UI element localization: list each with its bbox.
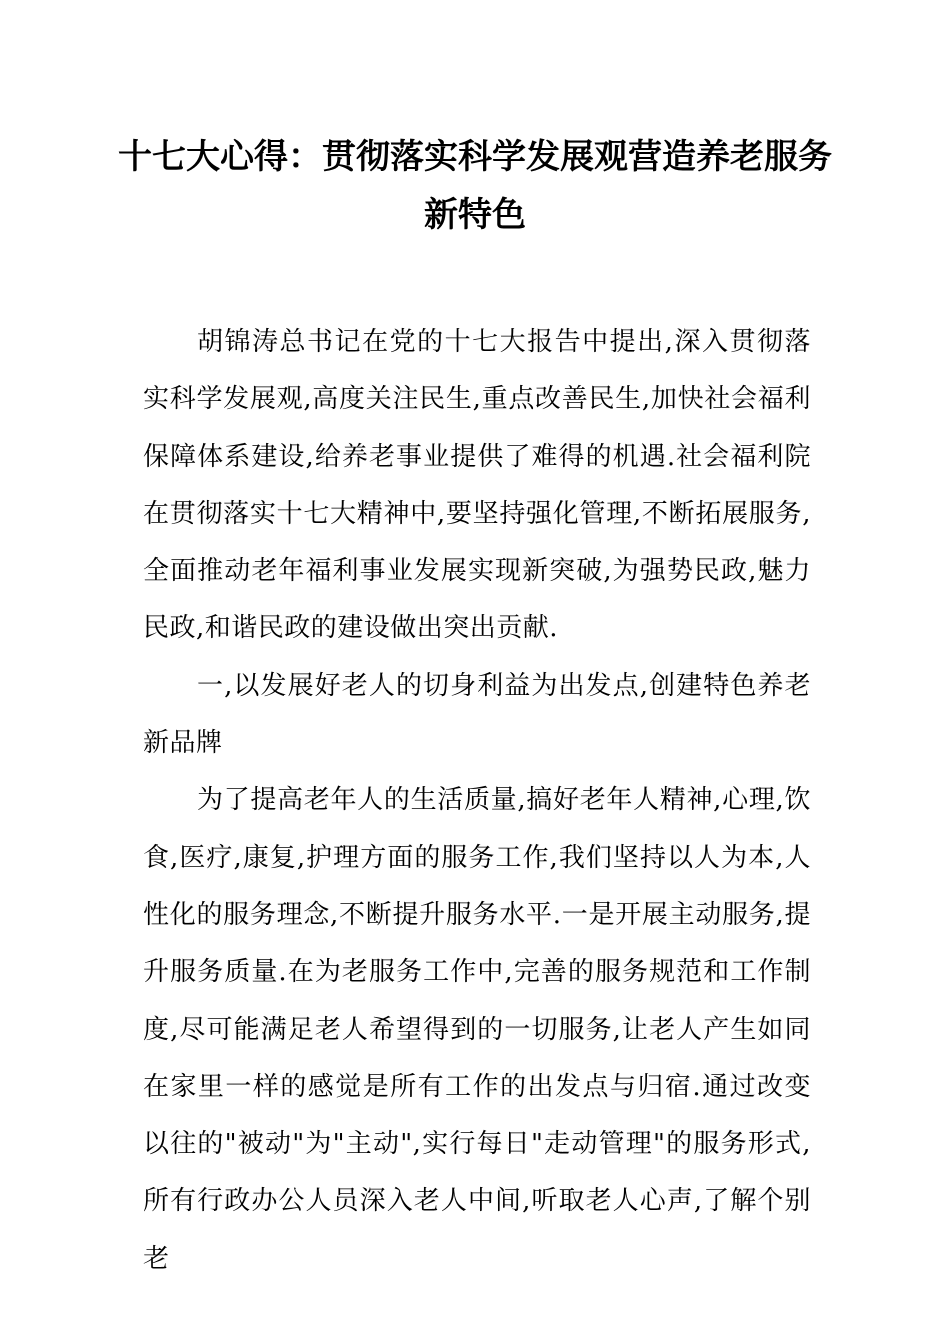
- document-body: [143, 314, 811, 1288]
- paragraph-service: 为了提高老年人的生活质量,搞好老年人精神,心理,饮食,医疗,康复,护理方面的服务工作,我们坚持以人为本,人性化的服务理念,不断提升服务水平.一是开展主动服务,提升服务质量.在为老服务工作中,完善的服务规范和工作制度,尽可能满足老人希望得到的一切服务,让老人产生如同在家里一样的感觉是所有工作的出发点与归宿.通过改变以往的"被动"为"主动",实行每日"走动管理"的服务形式,所有行政办公人员深入老人中间,听取老人心声,了解个别老: [143, 785, 811, 1274]
- section-heading-one: 一,以发展好老人的切身利益为出发点,创建特色养老新品牌: [143, 670, 811, 759]
- paragraph-intro: 胡锦涛总书记在党的十七大报告中提出,深入贯彻落实科学发展观,高度关注民生,重点改善民生,加快社会福利保障体系建设,给养老事业提供了难得的机遇.社会福利院在贯彻落实十七大精神中,要坚持强化管理,不断拓展服务,全面推动老年福利事业发展实现新突破,为强势民政,魅力民政,和谐民政的建设做出突出贡献.: [143, 327, 811, 644]
- document-title: 十七大心得：贯彻落实科学发展观营造养老服务新特色: [118, 137, 832, 235]
